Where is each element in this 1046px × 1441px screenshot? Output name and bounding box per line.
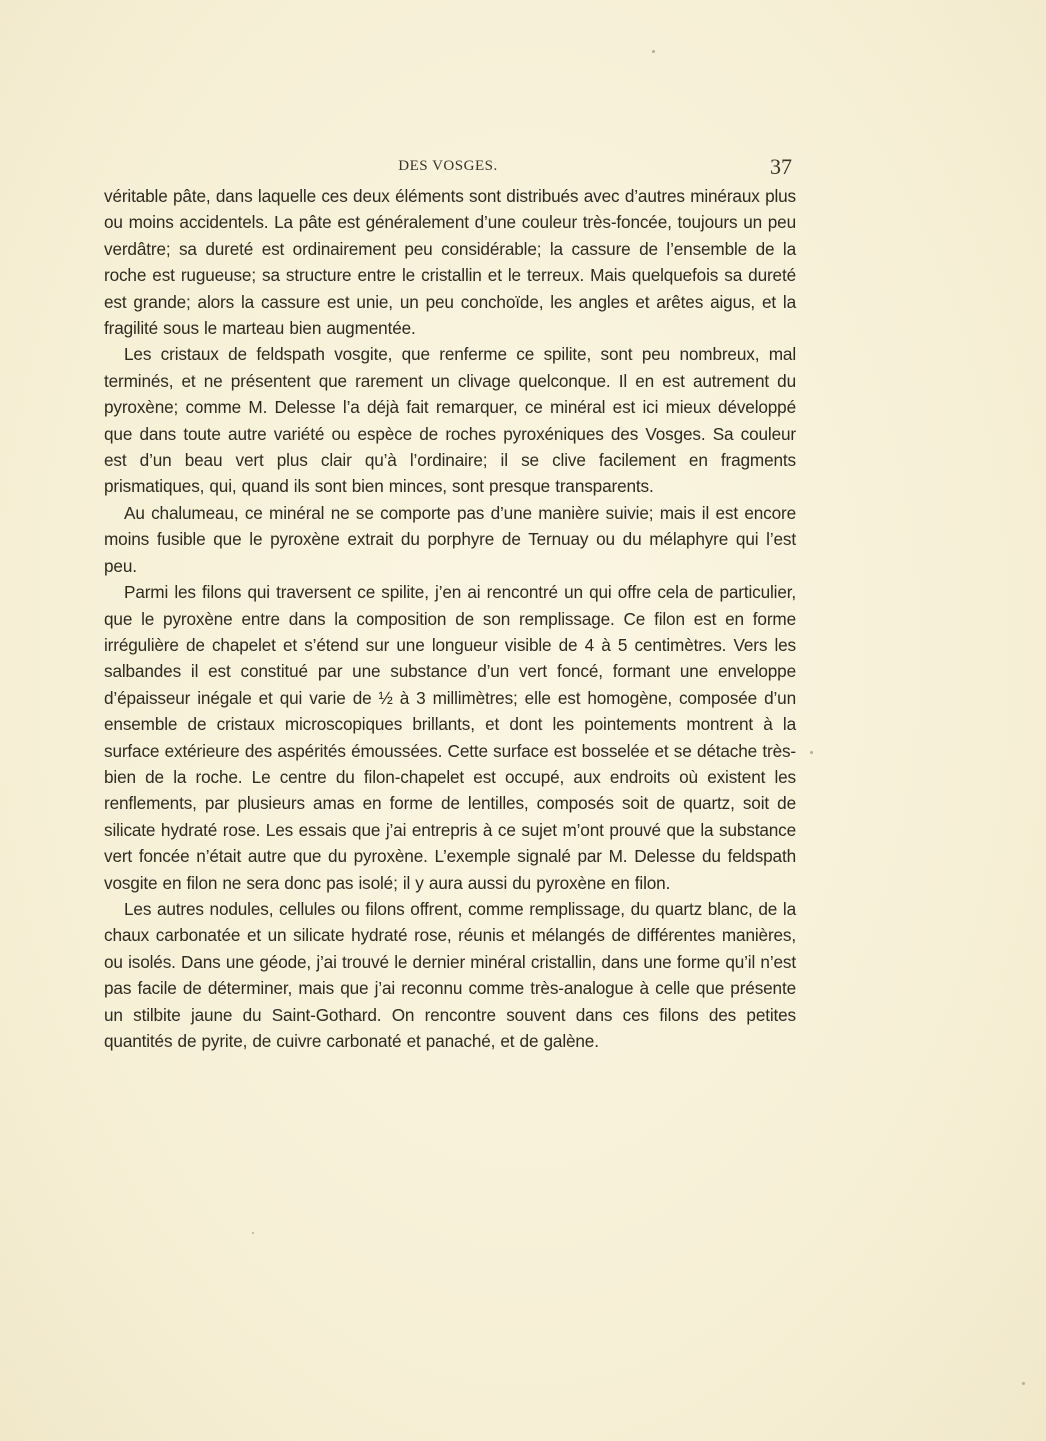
paper-speck	[1022, 1382, 1025, 1385]
paragraph-5: Les autres nodules, cellules ou filons offrent, comme remplissage, du quartz blanc, de la chaux carbonatée et un silicate hydraté rose, réunis et mélangés de différentes manières, ou isolés. Dans une géode, j’ai trouvé le dernier minéral cristallin, dans une forme qu’il n’est pas facile de déterminer, mais que j’ai reconnu comme très-analogue à celle que présente un stilbite jaune du Saint-Gothard. On rencontre souvent dans ces filons des petites quantités de pyrite, de cuivre carbonaté et panaché, et de galène.	[104, 898, 796, 1051]
body-text	[104, 183, 796, 1054]
paper-speck	[810, 751, 813, 754]
running-head	[104, 156, 792, 182]
paragraph-4: Parmi les filons qui traversent ce spilite, j’en ai rencontré un qui offre cela de particulier, que le pyroxène entre dans la composition de son remplissage. Ce filon est en forme irrégulière de chapelet et s’étend sur une longueur visible de 4 à 5 centimètres. Vers les salbandes il est constitué par une substance d’un vert foncé, formant une enveloppe d’épaisseur inégale et qui varie de ½ à 3 millimètres; elle est homogène, composée d’un ensemble de cristaux microscopiques brillants, et dont les pointements montrent à la surface extérieure des aspérités émoussées. Cette surface est bosselée et se détache très-bien de la roche. Le centre du filon-chapelet est occupé, aux endroits où existent les renflements, par plusieurs amas en forme de lentilles, composés soit de quartz, soit de silicate hydraté rose. Les essais que j’ai entrepris à ce sujet m’ont prouvé que la substance vert foncée n’était autre que du pyroxène. L’exemple signalé par M. Delesse du feldspath vosgite en filon ne sera donc pas isolé; il y aura aussi du pyroxène en filon.	[104, 582, 796, 893]
paper-speck	[652, 50, 655, 53]
page-number: 37	[770, 154, 792, 179]
paragraph-1: véritable pâte, dans laquelle ces deux éléments sont distribués avec d’autres minéraux plus ou moins accidentels. La pâte est généralement d’une couleur très-foncée, toujours un peu verdâtre; sa dureté est ordinairement peu considérable; la cassure de l’ensemble de la roche est rugueuse; sa structure entre le cristallin et le terreux. Mais quelquefois sa dureté est grande; alors la cassure est unie, un peu conchoïde, les angles et arêtes aigus, et la fragilité sous le marteau bien augmentée.	[104, 186, 796, 339]
running-title: DES VOSGES.	[398, 158, 498, 174]
paper-speck	[252, 1232, 254, 1234]
paragraph-2: Les cristaux de feldspath vosgite, que renferme ce spilite, sont peu nombreux, mal terminés, et ne présentent que rarement un clivage quelconque. Il en est autrement du pyroxène; comme M. Delesse l’a déjà fait remarquer, ce minéral est ici mieux développé que dans toute autre variété ou espèce de roches pyroxéniques des Vosges. Sa couleur est d’un beau vert plus clair qu’à l’ordinaire; il se clive facilement en fragments prismatiques, qui, quand ils sont bien minces, sont presque transparents.	[104, 344, 796, 497]
paragraph-3: Au chalumeau, ce minéral ne se comporte pas d’une manière suivie; mais il est encore moins fusible que le pyroxène extrait du porphyre de Ternuay ou du mélaphyre qui l’est peu.	[104, 502, 796, 576]
